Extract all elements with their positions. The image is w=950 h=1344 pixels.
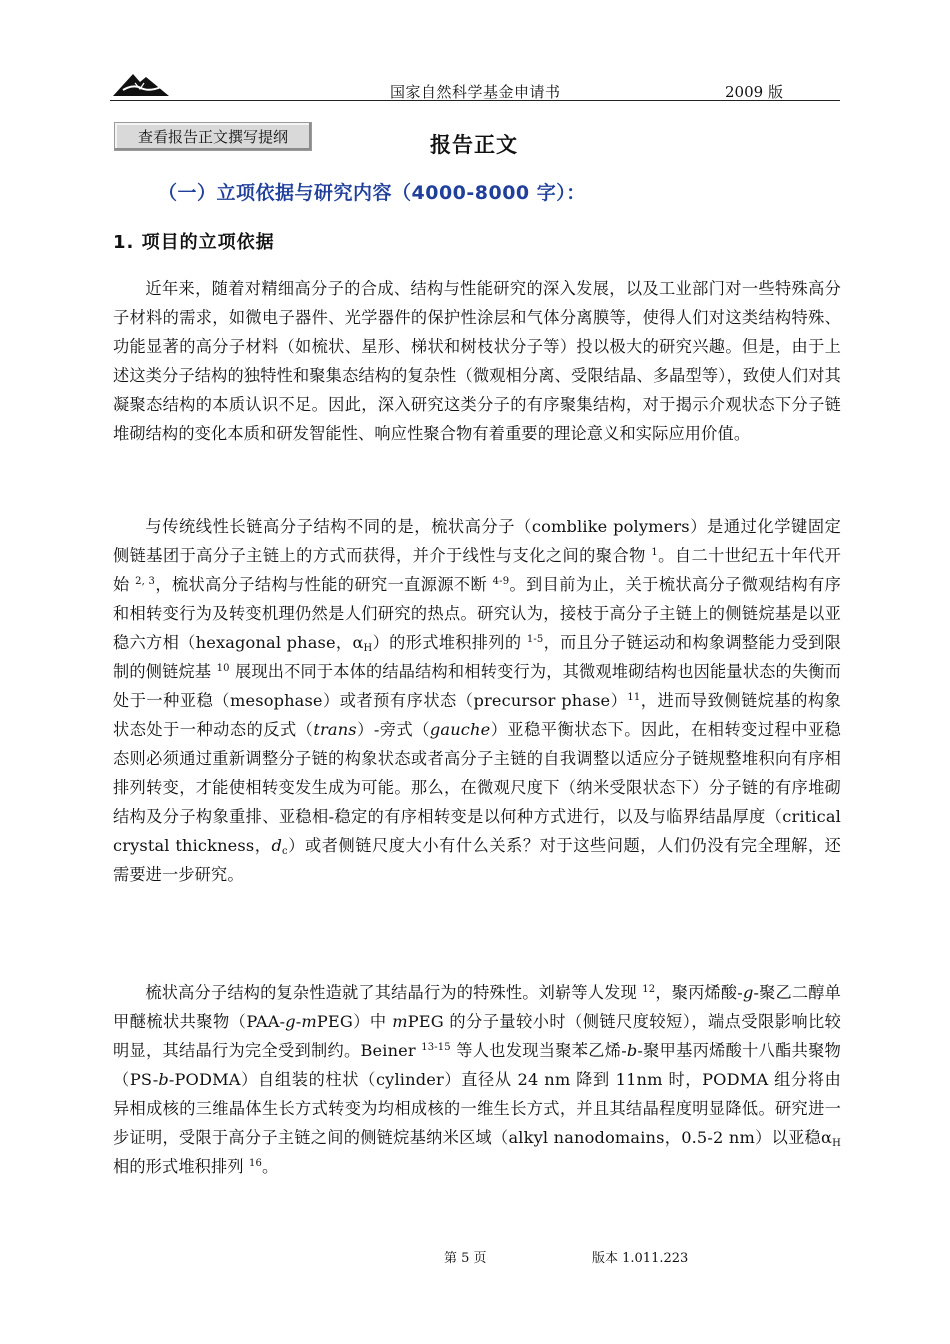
citation: 1: [651, 547, 658, 558]
page-title: 报告正文: [430, 133, 518, 157]
header-version: 2009 版: [725, 83, 783, 101]
section-heading: （一）立项依据与研究内容（4000-8000 字）：: [158, 182, 586, 204]
citation: 1-5: [526, 634, 544, 645]
citation: 11: [627, 692, 641, 703]
header-title: 国家自然科学基金申请书: [390, 83, 561, 101]
paragraph-3: 梳状高分子结构的复杂性造就了其结晶行为的特殊性。刘崭等人发现 $^{12}$，聚丙烯酸-g-聚乙二醇单甲醚梳状共聚物（PAA-g-mPEG）中 mPEG 的分子量较小时（侧链尺度较短），端点受限影响比较明显，其结晶行为完全受到制约。Beiner $^{13-15}$ 等人也发现当聚苯乙烯-b-聚甲基丙烯酸十八酯共聚物（PS-b-PODMA）自组装的柱状（cylinder）直径从 24 nm 降到 11nm 时，PODMA 组分将由异相成核的三维晶体生长方式转变为均相成核的一维生长方式，并且其结晶程度明显降低。研究进一步证明，受限于高分子主链之间的侧链烷基纳米区域（alkyl nanodomains，0.5-2 nm）以亚稳$\alpha_H$ 相的形式堆积排列 $^{16}$。: [113, 983, 841, 1176]
citation: 2, 3: [135, 576, 156, 587]
paragraph-2: 与传统线性长链高分子结构不同的是，梳状高分子（comblike polymers）是通过化学键固定侧链基团于高分子主链上的方式而获得，并介于线性与支化之间的聚合物 $^1$。自二十世纪五十年代开始 $^{2, 3}$，梳状高分子结构与性能的研究一直源源不断 $^{4-9}$。到目前为止，关于梳状高分子微观结构有序和相转变行为及转变机理仍然是人们研究的热点。研究认为，接枝于高分子主链上的侧链烷基是以亚稳六方相（hexagonal phase，$\alpha_H$）的形式堆积排列的 $^{1-5}$，而且分子链运动和构象调整能力受到限制的侧链烷基 $^{10}$ 展现出不同于本体的结晶结构和相转变行为，其微观堆砌结构也因能量状态的失衡而处于一种亚稳（mesophase）或者预有序状态（precursor phase）$^{11}$，进而导致侧链烷基的构象状态处于一种动态的反式（trans）-旁式（gauche）亚稳平衡状态下。因此，在相转变过程中亚稳态则必须通过重新调整分子链的构象状态或者高分子主链的自我调整以适应分子链规整堆积向有序相排列转变，才能使相转变发生成为可能。那么，在微观尺度下（纳米受限状态下）分子链的有序堆砌结构及分子构象重排、亚稳相-稳定的有序相转变是以何种方式进行，以及与临界结晶厚度（critical crystal thickness，$d_c$）或者侧链尺度大小有什么关系？对于这些问题，人们仍没有完全理解，还需要进一步研究。: [113, 517, 842, 884]
header-divider: [110, 100, 840, 101]
logo-icon: [113, 68, 169, 98]
citation: 16: [249, 1158, 263, 1169]
citation: 10: [216, 663, 230, 674]
citation: 4-9: [492, 576, 510, 587]
subsection-heading: 1. 项目的立项依据: [113, 232, 275, 253]
view-outline-button[interactable]: 查看报告正文撰写提纲: [114, 122, 312, 151]
page-number: 第 5 页: [444, 1251, 487, 1266]
document-version: 版本 1.011.223: [592, 1251, 689, 1266]
citation: 12: [642, 984, 656, 995]
citation: 13-15: [421, 1042, 451, 1053]
paragraph-1: 近年来，随着对精细高分子的合成、结构与性能研究的深入发展，以及工业部门对一些特殊高分子材料的需求，如微电子器件、光学器件的保护性涂层和气体分离膜等，使得人们对这类结构特殊、功能显著的高分子材料（如梳状、星形、梯状和树枝状分子等）投以极大的研究兴趣。但是，由于上述这类分子结构的独特性和聚集态结构的复杂性（微观相分离、受限结晶、多晶型等），致使人们对其凝聚态结构的本质认识不足。因此，深入研究这类分子的有序聚集结构，对于揭示介观状态下分子链堆砌结构的变化本质和研发智能性、响应性聚合物有着重要的理论意义和实际应用价值。: [113, 279, 841, 443]
